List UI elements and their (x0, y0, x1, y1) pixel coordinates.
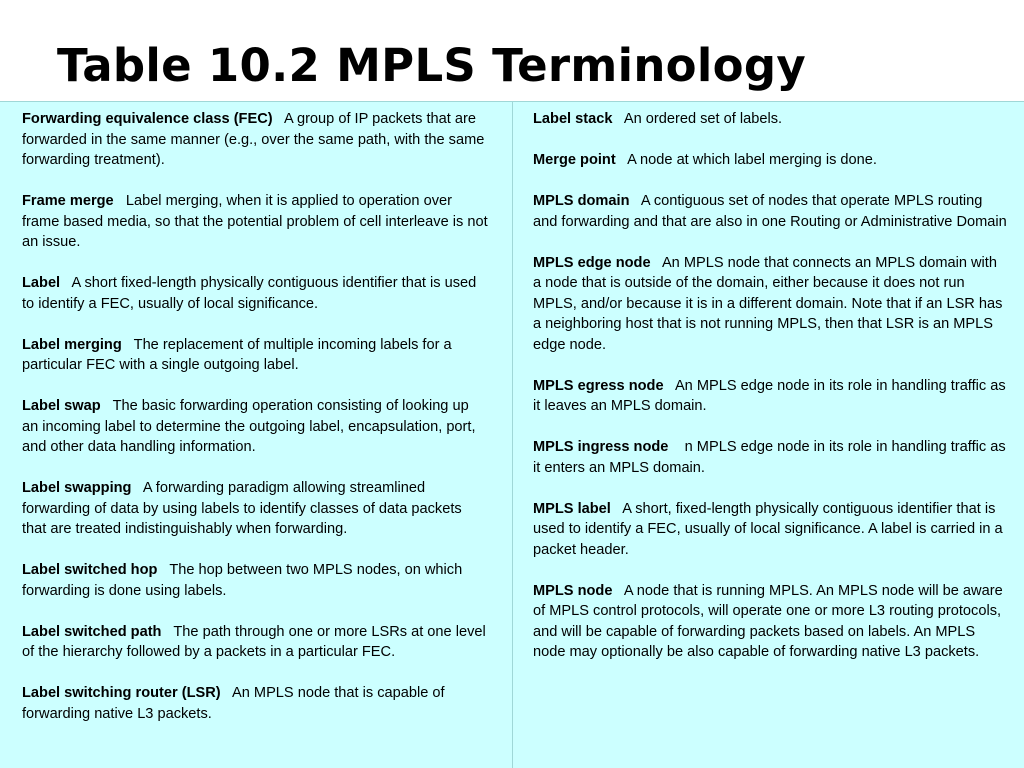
term-entry (22, 191, 488, 253)
term-entry (22, 335, 488, 376)
term-name: Frame merge (22, 193, 114, 209)
term-entry (22, 109, 488, 171)
term-definition: An ordered set of labels. (623, 111, 783, 127)
term-definition: An MPLS edge node in its role in handling traffic as it leaves an MPLS domain. (533, 377, 1006, 414)
term-definition: An MPLS node that connects an MPLS domain with a node that is outside of the domain, either because it does not run MPLS, and/or because it is in a different domain. Note that if an LSR has a neighboring host that is not running MPLS, then that LSR is an MPLS edge node. (533, 254, 1003, 353)
term-name: Label merging (22, 336, 122, 353)
term-entry (22, 478, 488, 540)
term-entry (533, 437, 1008, 478)
term-name: MPLS ingress node (533, 439, 669, 455)
term-entry (533, 499, 1008, 561)
term-entry (22, 622, 488, 663)
term-entry (533, 150, 1008, 171)
term-name: MPLS node (533, 582, 613, 599)
term-name: Label (22, 275, 61, 291)
term-entry (22, 560, 488, 601)
term-name: MPLS label (533, 500, 611, 517)
term-entry (22, 396, 488, 458)
term-entry (533, 581, 1008, 663)
term-definition: The path through one or more LSRs at one level of the hierarchy followed by a packets in a particular FEC. (22, 623, 486, 660)
term-definition: The hop between two MPLS nodes, on which forwarding is done using labels. (22, 562, 463, 599)
term-entry (533, 191, 1008, 232)
term-name: Label switching router (LSR) (22, 685, 221, 701)
slide-title: Table 10.2 MPLS Terminology (57, 39, 806, 92)
term-entry (533, 376, 1008, 417)
term-definition: A short fixed-length physically contiguous identifier that is used to identify a FEC, usually of local significance. (22, 275, 477, 312)
term-name: MPLS edge node (533, 254, 651, 271)
term-definition: The basic forwarding operation consisting of looking up an incoming label to determine the outgoing label, encapsulation, port, and other data handling information. (22, 398, 476, 455)
term-name: Label swapping (22, 480, 132, 496)
term-name: Merge point (533, 152, 616, 168)
term-name: Label switched path (22, 623, 162, 640)
term-entry (22, 273, 488, 314)
term-entry (533, 109, 1008, 130)
term-definition: The replacement of multiple incoming labels for a particular FEC with a single outgoing label. (22, 336, 452, 373)
term-definition: n MPLS edge node in its role in handling traffic as it enters an MPLS domain. (533, 439, 1006, 476)
term-name: Forwarding equivalence class (FEC) (22, 111, 273, 127)
term-definition: A forwarding paradigm allowing streamlined forwarding of data by using labels to identify classes of data packets that are treated indistinguishably when forwarding. (22, 480, 462, 537)
table-column-right (513, 102, 1024, 768)
terminology-table (0, 101, 1024, 768)
term-definition: A group of IP packets that are forwarded in the same manner (e.g., over the same path, with the same forwarding treatment). (22, 111, 485, 168)
term-name: Label stack (533, 111, 613, 127)
term-entry (533, 253, 1008, 356)
term-definition: A short, fixed-length physically contiguous identifier that is used to identify a FEC, usually of local significance. A label is carried in a packet header. (533, 500, 1003, 558)
term-definition: Label merging, when it is applied to operation over frame based media, so that the potential problem of cell interleave is not an issue. (22, 193, 488, 250)
term-name: MPLS domain (533, 193, 630, 209)
term-definition: A contiguous set of nodes that operate MPLS routing and forwarding and that are also in one Routing or Administrative Domain (533, 193, 1007, 230)
term-entry (22, 683, 488, 724)
term-definition: A node at which label merging is done. (627, 152, 877, 168)
term-definition: An MPLS node that is capable of forwarding native L3 packets. (22, 685, 445, 722)
term-definition: A node that is running MPLS. An MPLS node will be aware of MPLS control protocols, will operate one or more L3 routing protocols, and will be capable of forwarding packets based on labels. An MPLS node may optionally be also capable of forwarding native L3 packets. (533, 582, 1003, 660)
table-column-left (0, 102, 513, 768)
term-name: Label swap (22, 398, 101, 414)
term-name: MPLS egress node (533, 377, 664, 394)
term-name: Label switched hop (22, 562, 158, 578)
